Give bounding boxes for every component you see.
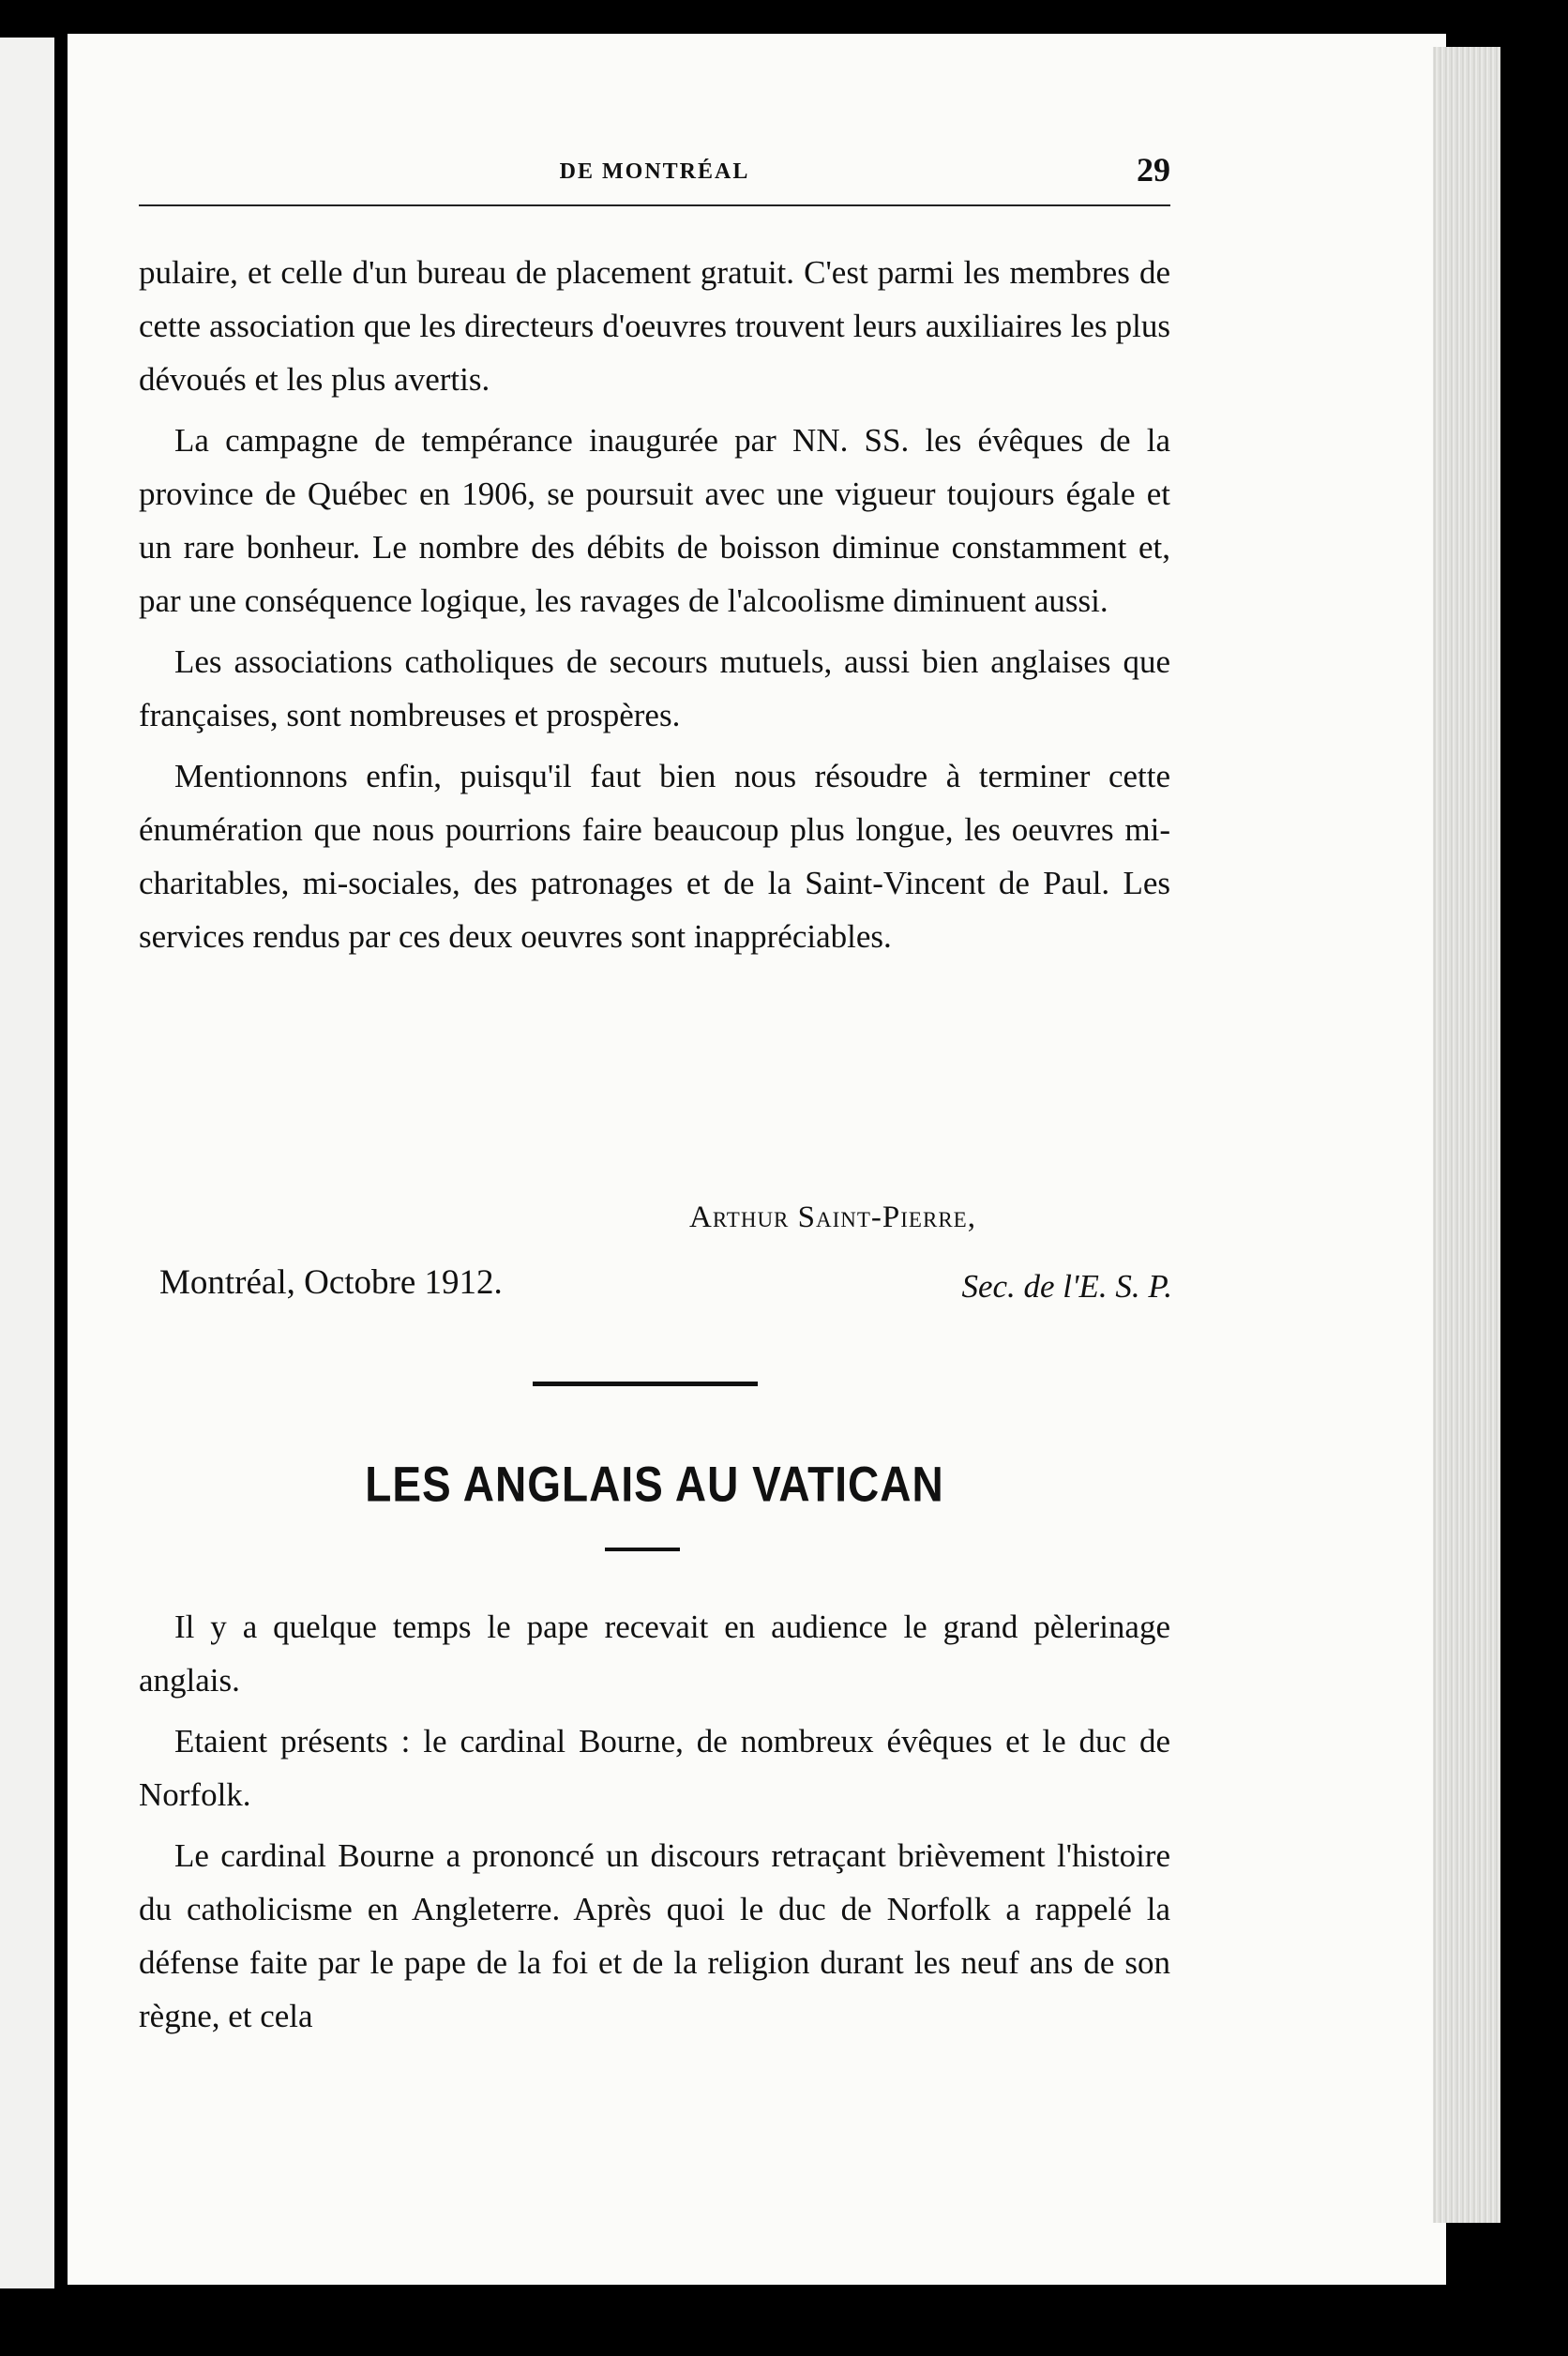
section-divider (533, 1382, 758, 1386)
signature-name: Arthur Saint-Pierre, (689, 1201, 976, 1234)
header-rule (139, 204, 1170, 206)
article-body (139, 246, 1170, 963)
book-gutter (54, 0, 68, 2356)
running-title: DE MONTRÉAL (559, 159, 750, 184)
title-underline (605, 1548, 680, 1551)
paragraph: pulaire, et celle d'un bureau de placement gratuit. C'est parmi les membres de cette association que les directeurs d'oeuvres trouvent leurs auxiliaires les plus dévoués et les plus avertis. (139, 254, 1170, 398)
signature-title: Sec. de l'E. S. P. (961, 1268, 1172, 1305)
facing-page-edge (0, 38, 54, 2288)
page-number: 29 (1137, 151, 1170, 189)
page-stack-edge (1433, 47, 1500, 2223)
paragraph: Le cardinal Bourne a prononcé un discours retraçant brièvement l'histoire du catholicisme en Angleterre. Après quoi le duc de Norfolk a rappelé la défense faite par le pape de la foi et de la religion durant les neuf ans de son règne, et cela (139, 1837, 1170, 2034)
paragraph: Les associations catholiques de secours mutuels, aussi bien anglaises que françaises, sont nombreuses et prospères. (139, 643, 1170, 733)
paragraph: Mentionnons enfin, puisqu'il faut bien nous résoudre à terminer cette énumération que nous pourrions faire beaucoup plus longue, les oeuvres mi-charitables, mi-sociales, des patronages et de la Saint-Vincent de Paul. Les services rendus par ces deux oeuvres sont inappréciables. (139, 758, 1170, 955)
running-head (139, 150, 1170, 206)
signature-place-date: Montréal, Octobre 1912. (159, 1263, 503, 1302)
paragraph: Etaient présents : le cardinal Bourne, de nombreux évêques et le duc de Norfolk. (139, 1723, 1170, 1813)
paragraph: Il y a quelque temps le pape recevait en audience le grand pèlerinage anglais. (139, 1608, 1170, 1699)
article-body-2 (139, 1600, 1170, 2043)
paragraph: La campagne de tempérance inaugurée par NN. SS. les évêques de la province de Québec en 1906, se poursuit avec une vigueur toujours égale et un rare bonheur. Le nombre des débits de boisson diminue constamment et, par une conséquence logique, les ravages de l'alcoolisme diminuent aussi. (139, 422, 1170, 619)
section-title: LES ANGLAIS AU VATICAN (365, 1456, 944, 1512)
